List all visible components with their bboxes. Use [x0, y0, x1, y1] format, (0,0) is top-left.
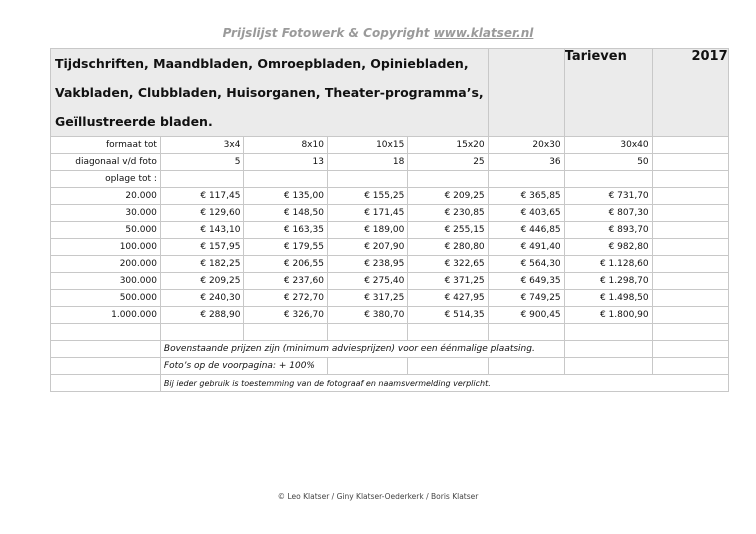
price-cell: € 280,80	[408, 239, 488, 256]
price-row	[51, 307, 729, 324]
price-row	[51, 290, 729, 307]
oplage-cell: 50.000	[51, 222, 161, 239]
empty-cell	[488, 171, 564, 188]
oplage-cell: 300.000	[51, 273, 161, 290]
price-table	[50, 48, 729, 392]
empty-cell	[652, 256, 728, 273]
price-cell: € 230,85	[408, 205, 488, 222]
price-cell: € 900,45	[488, 307, 564, 324]
empty-cell	[652, 171, 728, 188]
copyright-footer: © Leo Klatser / Giny Klatser-Oederkerk / Boris Klatser	[277, 492, 479, 501]
empty-cell	[652, 290, 728, 307]
empty-cell	[51, 358, 161, 375]
price-cell: € 182,25	[160, 256, 244, 273]
empty-cell	[652, 137, 728, 154]
empty-cell	[652, 239, 728, 256]
empty-cell	[51, 375, 161, 392]
price-cell: € 491,40	[488, 239, 564, 256]
header-line: Vakbladen, Clubbladen, Huisorganen, Theater-programma’s,	[55, 85, 484, 100]
empty-cell	[652, 273, 728, 290]
empty-cell	[564, 324, 652, 341]
price-row	[51, 205, 729, 222]
format-cell: 3x4	[160, 137, 244, 154]
oplage-cell: 20.000	[51, 188, 161, 205]
price-cell: € 237,60	[244, 273, 328, 290]
price-cell: € 238,95	[327, 256, 407, 273]
oplage-cell: 500.000	[51, 290, 161, 307]
price-cell: € 427,95	[408, 290, 488, 307]
price-cell: € 1.800,90	[564, 307, 652, 324]
diagonal-cell: 50	[564, 154, 652, 171]
diagonal-cell: 36	[488, 154, 564, 171]
oplage-cell: 100.000	[51, 239, 161, 256]
year-label: 2017	[652, 49, 728, 137]
price-cell: € 209,25	[160, 273, 244, 290]
row-label: oplage tot :	[51, 171, 161, 188]
oplage-cell: 200.000	[51, 256, 161, 273]
price-row	[51, 222, 729, 239]
price-cell: € 155,25	[327, 188, 407, 205]
empty-cell	[652, 324, 728, 341]
empty-cell	[51, 324, 161, 341]
price-cell: € 1.498,50	[564, 290, 652, 307]
price-cell: € 272,70	[244, 290, 328, 307]
price-cell: € 982,80	[564, 239, 652, 256]
diagonal-cell: 13	[244, 154, 328, 171]
price-cell: € 514,35	[408, 307, 488, 324]
empty-cell	[488, 358, 564, 375]
diagonal-row	[51, 154, 729, 171]
empty-cell	[652, 307, 728, 324]
price-cell: € 163,35	[244, 222, 328, 239]
empty-cell	[652, 358, 728, 375]
price-rows	[51, 188, 729, 324]
diagonal-cell: 5	[160, 154, 244, 171]
price-cell: € 157,95	[160, 239, 244, 256]
price-cell: € 380,70	[327, 307, 407, 324]
diagonal-cell: 25	[408, 154, 488, 171]
price-cell: € 326,70	[244, 307, 328, 324]
price-cell: € 649,35	[488, 273, 564, 290]
empty-cell	[327, 358, 407, 375]
empty-cell	[408, 171, 488, 188]
note-text: Foto’s op de voorpagina: + 100%	[160, 358, 327, 375]
format-cell: 8x10	[244, 137, 328, 154]
price-row	[51, 239, 729, 256]
format-cell: 20x30	[488, 137, 564, 154]
row-label: diagonaal v/d foto	[51, 154, 161, 171]
price-row	[51, 188, 729, 205]
page-title-text: Prijslijst Fotowerk & Copyright	[222, 26, 434, 40]
empty-cell	[652, 341, 728, 358]
price-cell: € 207,90	[327, 239, 407, 256]
format-cell: 10x15	[327, 137, 407, 154]
empty-cell	[564, 171, 652, 188]
oplage-cell: 1.000.000	[51, 307, 161, 324]
price-cell: € 403,65	[488, 205, 564, 222]
format-cell: 30x40	[564, 137, 652, 154]
row-label: formaat tot	[51, 137, 161, 154]
price-cell: € 129,60	[160, 205, 244, 222]
empty-cell	[652, 154, 728, 171]
header-line: Geïllustreerde bladen.	[55, 114, 213, 129]
empty-cell	[51, 341, 161, 358]
price-cell: € 135,00	[244, 188, 328, 205]
price-cell: € 446,85	[488, 222, 564, 239]
price-cell: € 731,70	[564, 188, 652, 205]
note-text: Bij ieder gebruik is toestemming van de fotograaf en naamsvermelding verplicht.	[160, 375, 728, 392]
price-cell: € 749,25	[488, 290, 564, 307]
format-cell: 15x20	[408, 137, 488, 154]
oplage-cell: 30.000	[51, 205, 161, 222]
price-cell: € 275,40	[327, 273, 407, 290]
tarieven-label: Tarieven	[564, 49, 652, 137]
price-cell: € 143,10	[160, 222, 244, 239]
empty-cell	[652, 188, 728, 205]
empty-cell	[244, 324, 328, 341]
price-cell: € 1.298,70	[564, 273, 652, 290]
diagonal-cell: 18	[327, 154, 407, 171]
price-cell: € 371,25	[408, 273, 488, 290]
empty-cell	[327, 171, 407, 188]
note-row	[51, 341, 729, 358]
price-cell: € 288,90	[160, 307, 244, 324]
empty-cell	[652, 205, 728, 222]
empty-cell	[408, 358, 488, 375]
price-cell: € 365,85	[488, 188, 564, 205]
price-cell: € 189,00	[327, 222, 407, 239]
note-row	[51, 375, 729, 392]
note-row	[51, 358, 729, 375]
format-row	[51, 137, 729, 154]
note-text: Bovenstaande prijzen zijn (minimum adviesprijzen) voor een éénmalige plaatsing.	[160, 341, 564, 358]
header-empty-cell	[488, 49, 564, 137]
price-cell: € 255,15	[408, 222, 488, 239]
header-row	[51, 49, 729, 137]
spacer-row	[51, 324, 729, 341]
price-cell: € 564,30	[488, 256, 564, 273]
empty-cell	[327, 324, 407, 341]
price-cell: € 179,55	[244, 239, 328, 256]
empty-cell	[488, 324, 564, 341]
empty-cell	[160, 324, 244, 341]
empty-cell	[652, 222, 728, 239]
empty-cell	[564, 358, 652, 375]
price-cell: € 209,25	[408, 188, 488, 205]
price-cell: € 117,45	[160, 188, 244, 205]
price-cell: € 171,45	[327, 205, 407, 222]
publication-types	[51, 49, 489, 137]
price-cell: € 807,30	[564, 205, 652, 222]
price-cell: € 1.128,60	[564, 256, 652, 273]
empty-cell	[244, 171, 328, 188]
price-row	[51, 273, 729, 290]
empty-cell	[160, 171, 244, 188]
website-link[interactable]: www.klatser.nl	[433, 26, 534, 40]
empty-cell	[564, 341, 652, 358]
header-line: Tijdschriften, Maandbladen, Omroepbladen, Opiniebladen,	[55, 56, 469, 71]
price-row	[51, 256, 729, 273]
oplage-label-row	[51, 171, 729, 188]
price-cell: € 148,50	[244, 205, 328, 222]
price-cell: € 240,30	[160, 290, 244, 307]
price-cell: € 317,25	[327, 290, 407, 307]
page-title	[0, 26, 756, 40]
price-cell: € 322,65	[408, 256, 488, 273]
price-cell: € 893,70	[564, 222, 652, 239]
price-cell: € 206,55	[244, 256, 328, 273]
empty-cell	[408, 324, 488, 341]
